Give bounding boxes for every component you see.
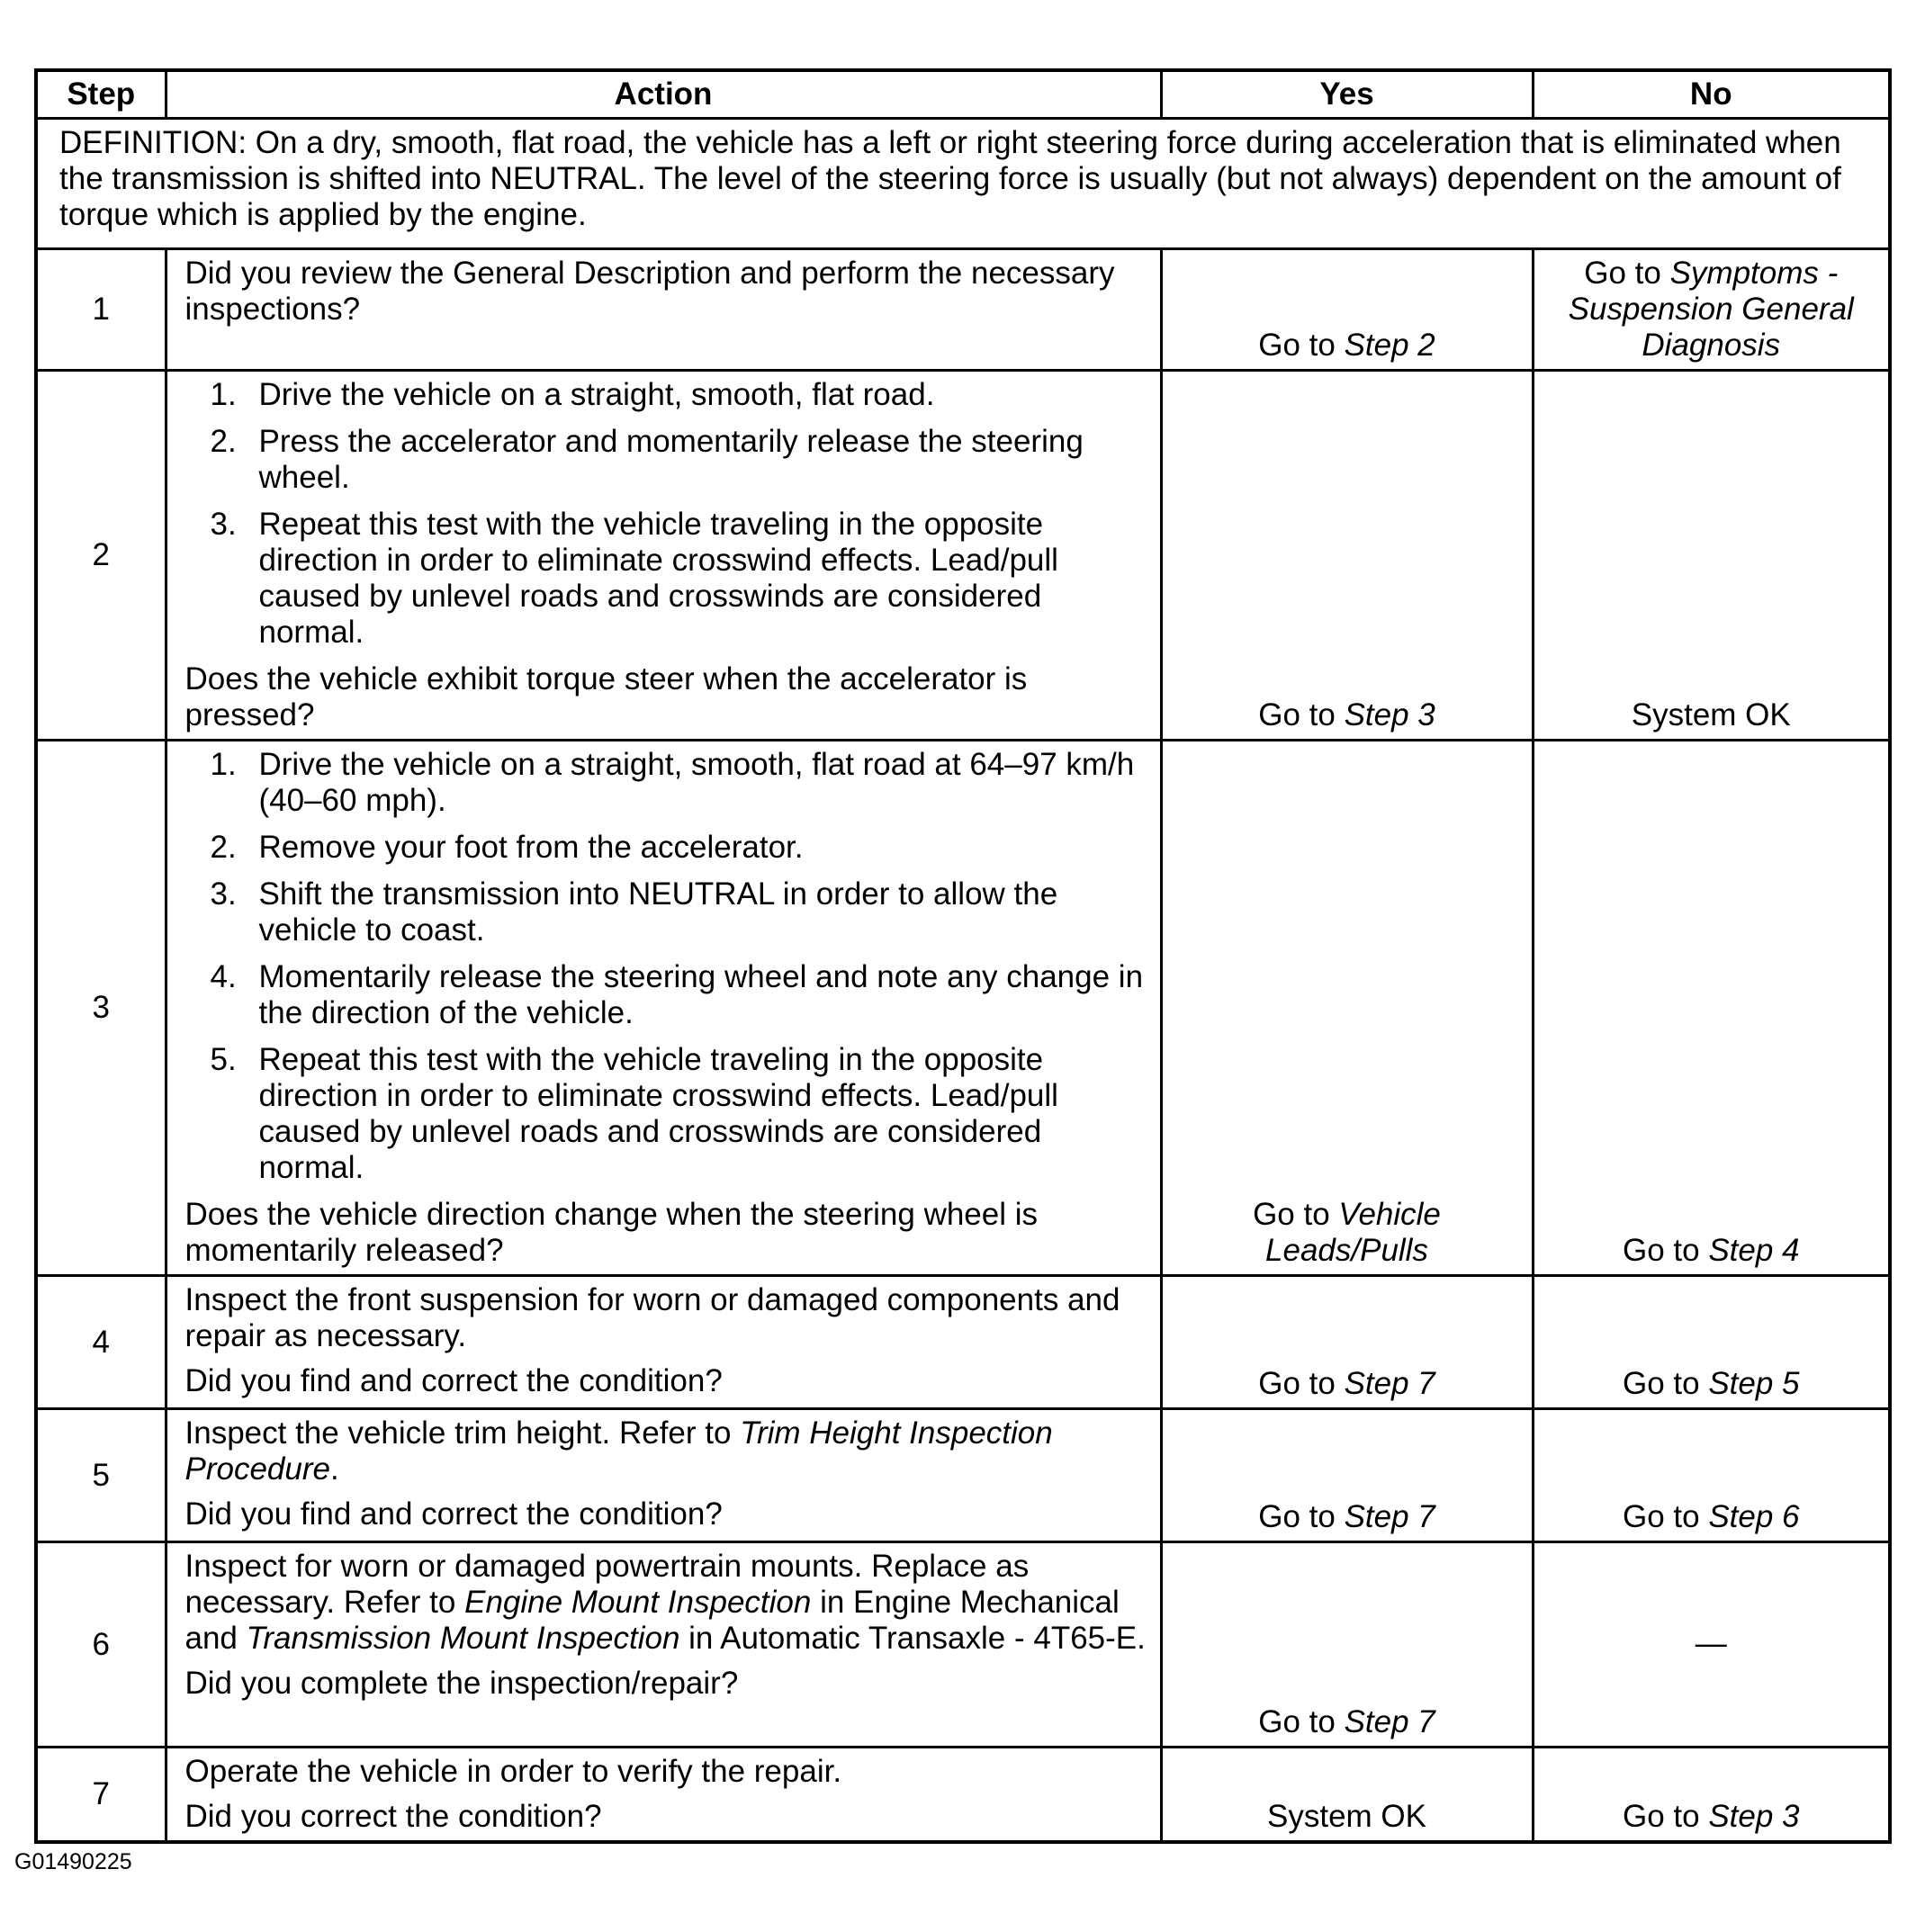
- no-cell: [1533, 741, 1890, 1276]
- yes-prefix: Go to: [1258, 1366, 1345, 1401]
- action-text: Did you review the General Description and perform the necessary inspections?: [184, 256, 1115, 327]
- yes-step-link[interactable]: Step 3: [1344, 697, 1435, 732]
- question-text: Did you find and correct the condition?: [184, 1363, 723, 1398]
- no-prefix: Go to: [1622, 1233, 1709, 1268]
- action-text: Inspect for worn or damaged powertrain mounts. Replace as necessary. Refer to Engine Mount Inspection in Engine Mechanical and Transmission Mount Inspection in Automatic Transaxle - 4T65-E.: [184, 1549, 1146, 1656]
- yes-prefix: Go to: [1258, 697, 1345, 732]
- table-row: [36, 1748, 1890, 1843]
- engine-mount-link[interactable]: Engine Mount Inspection: [464, 1585, 812, 1620]
- action-cell: [166, 1748, 1161, 1843]
- no-cell: [1533, 1276, 1890, 1409]
- yes-step-link[interactable]: Step 2: [1344, 328, 1435, 363]
- no-step-link[interactable]: Step 5: [1708, 1366, 1800, 1401]
- yes-prefix: Go to: [1258, 1499, 1345, 1534]
- action-text: Inspect the vehicle trim height. Refer to Trim Height Inspection Procedure.: [184, 1415, 1053, 1487]
- no-cell: [1533, 1409, 1890, 1542]
- no-prefix: Go to: [1622, 1799, 1709, 1834]
- header-action: Action: [166, 70, 1161, 119]
- question-text: Did you find and correct the condition?: [184, 1496, 723, 1532]
- no-symptoms-link[interactable]: Symptoms - Suspension General Diagnosis: [1568, 256, 1854, 363]
- yes-prefix: Go to: [1253, 1197, 1339, 1232]
- table-row: [36, 371, 1890, 741]
- header-no: No: [1533, 70, 1890, 119]
- table-row: [36, 1542, 1890, 1748]
- yes-step-link[interactable]: Step 7: [1344, 1704, 1435, 1739]
- step-number: 3: [36, 741, 166, 1276]
- header-step: Step: [36, 70, 166, 119]
- action-cell: [166, 1409, 1161, 1542]
- action-list: [185, 377, 1147, 651]
- yes-cell: [1161, 1276, 1533, 1409]
- diagnostic-table: [34, 68, 1892, 1844]
- figure-id: G01490225: [14, 1849, 132, 1874]
- list-item: 4. Momentarily release the steering wheel and note any change in the direction of the vehicle.: [210, 959, 1144, 1030]
- yes-cell: [1161, 1542, 1533, 1748]
- step-number: 5: [36, 1409, 166, 1542]
- transmission-mount-link[interactable]: Transmission Mount Inspection: [246, 1621, 680, 1656]
- list-item: 1. Drive the vehicle on a straight, smooth, flat road at 64–97 km/h (40–60 mph).: [210, 747, 1135, 818]
- question-text: Did you correct the condition?: [184, 1799, 602, 1834]
- yes-prefix: Go to: [1258, 1704, 1345, 1739]
- no-prefix: Go to: [1622, 1366, 1709, 1401]
- trim-height-link[interactable]: Trim Height Inspection Procedure: [184, 1415, 1053, 1487]
- definition-row: [36, 119, 1890, 249]
- yes-cell: [1161, 1409, 1533, 1542]
- list-item: 1. Drive the vehicle on a straight, smooth, flat road.: [210, 377, 935, 412]
- definition-text: DEFINITION: On a dry, smooth, flat road, the vehicle has a left or right steering force during acceleration that is eliminated when the transmission is shifted into NEUTRAL. The level of the steering force is usually (but not always) dependent on the amount of torque which is applied by the engine.: [36, 119, 1890, 249]
- no-step-link[interactable]: Step 4: [1708, 1233, 1800, 1268]
- list-item: 3. Repeat this test with the vehicle traveling in the opposite direction in order to eliminate crosswind effects. Lead/pull caused by unlevel roads and crosswinds are considered normal.: [210, 507, 1058, 650]
- yes-leads-pulls-link[interactable]: Vehicle Leads/Pulls: [1265, 1197, 1441, 1268]
- list-item: 2. Remove your foot from the accelerator.: [210, 830, 804, 865]
- question-text: Does the vehicle exhibit torque steer when the accelerator is pressed?: [184, 661, 1028, 732]
- step-number: 2: [36, 371, 166, 741]
- yes-prefix: Go to: [1258, 328, 1345, 363]
- action-text: Inspect the front suspension for worn or damaged components and repair as necessary.: [184, 1282, 1120, 1353]
- yes-step-link[interactable]: Step 7: [1344, 1499, 1435, 1534]
- step-number: 4: [36, 1276, 166, 1409]
- action-cell: [166, 249, 1161, 371]
- action-cell: [166, 1276, 1161, 1409]
- list-item: 5. Repeat this test with the vehicle traveling in the opposite direction in order to eliminate crosswind effects. Lead/pull caused by unlevel roads and crosswinds are considered normal.: [210, 1042, 1058, 1185]
- action-cell: [166, 371, 1161, 741]
- no-cell: [1533, 1748, 1890, 1843]
- list-item: 3. Shift the transmission into NEUTRAL in order to allow the vehicle to coast.: [210, 876, 1058, 948]
- action-list: [185, 747, 1147, 1186]
- question-text: Did you complete the inspection/repair?: [184, 1666, 739, 1701]
- no-prefix: Go to: [1622, 1499, 1709, 1534]
- no-cell: [1533, 249, 1890, 371]
- step-number: 1: [36, 249, 166, 371]
- table-row: [36, 1409, 1890, 1542]
- step-number: 6: [36, 1542, 166, 1748]
- yes-cell: [1161, 371, 1533, 741]
- no-step-link[interactable]: Step 3: [1708, 1799, 1800, 1834]
- no-cell: System OK: [1533, 371, 1890, 741]
- no-cell: —: [1533, 1542, 1890, 1748]
- header-yes: Yes: [1161, 70, 1533, 119]
- action-text: Operate the vehicle in order to verify the repair.: [184, 1754, 842, 1789]
- header-row: [36, 70, 1890, 119]
- yes-step-link[interactable]: Step 7: [1344, 1366, 1435, 1401]
- list-item: 2. Press the accelerator and momentarily release the steering wheel.: [210, 424, 1084, 495]
- action-cell: [166, 1542, 1161, 1748]
- yes-cell: [1161, 249, 1533, 371]
- yes-cell: [1161, 741, 1533, 1276]
- table-row: [36, 1276, 1890, 1409]
- step-number: 7: [36, 1748, 166, 1843]
- action-cell: [166, 741, 1161, 1276]
- no-step-link[interactable]: Step 6: [1708, 1499, 1800, 1534]
- table-row: [36, 249, 1890, 371]
- table-row: [36, 741, 1890, 1276]
- no-prefix: Go to: [1584, 256, 1670, 291]
- yes-cell: System OK: [1161, 1748, 1533, 1843]
- question-text: Does the vehicle direction change when the steering wheel is momentarily released?: [184, 1197, 1039, 1268]
